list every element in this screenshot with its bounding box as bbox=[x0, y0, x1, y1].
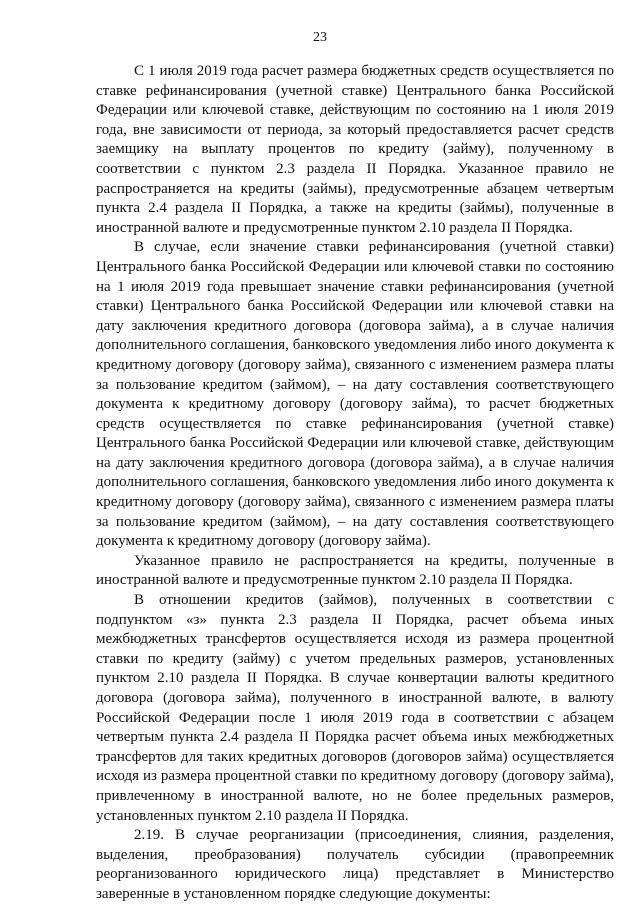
paragraph-rate-since-july-2019: С 1 июля 2019 года расчет размера бюджетных средств осуществляется по ставке рефинансирования (учетной ставке) Центрального банка Российской Федерации или ключевой ставке, действующим по состоянию на 1 июля 2019 года, вне зависимости от периода, за который предоставляется расчет средств заемщику на выплату процентов по кредиту (займу), полученному в соответствии с пунктом 2.3 раздела II Порядка. Указанное правило не распространяется на кредиты (займы), предусмотренные абзацем четвертым пункта 2.4 раздела II Порядка, а также на кредиты (займы), полученные в иностранной валюте и предусмотренные пунктом 2.10 раздела II Порядка. bbox=[96, 63, 614, 236]
paragraph-subpoint-z-credits: В отношении кредитов (займов), полученных в соответствии с подпунктом «з» пункта 2.3 раздела II Порядка, расчет объема иных межбюджетных трансфертов осуществляется исходя из размера процентной ставки по кредиту (займу) с учетом предельных размеров, установленных пунктом 2.10 раздела II Порядка. В случае конвертации валюты кредитного договора (договора займа), полученного в иностранной валюте, в валюту Российской Федерации после 1 июля 2019 года в соответствии с абзацем четвертым пункта 2.4 раздела II Порядка расчет объема иных межбюджетных трансфертов для таких кредитных договоров (договоров займа) осуществляется исходя из размера процентной ставки по кредитному договору (договору займа), привлеченному в иностранной валюте, но не более предельных размеров, установленных пунктом 2.10 раздела II Порядка. bbox=[96, 592, 614, 824]
page-number: 23 bbox=[313, 30, 327, 45]
paragraph-2-19-reorganization: 2.19. В случае реорганизации (присоединения, слияния, разделения, выделения, преобразования) получатель субсидии (правопреемник реорганизованного юридического лица) представляет в Министерство заверенные в установленном порядке следующие документы: bbox=[96, 827, 614, 902]
paragraph-foreign-currency-exception: Указанное правило не распространяется на кредиты, полученные в иностранной валюте и предусмотренные пунктом 2.10 раздела II Порядка. bbox=[96, 552, 614, 589]
document-body bbox=[96, 62, 614, 905]
paragraph-rate-exceeds-case: В случае, если значение ставки рефинансирования (учетной ставки) Центрального банка Российской Федерации или ключевой ставки по состоянию на 1 июля 2019 года превышает значение ставки рефинансирования (учетной ставки) Центрального банка Российской Федерации или ключевой ставки на дату заключения кредитного договора (договора займа), а в случае наличия дополнительного соглашения, банковского уведомления либо иного документа к кредитному договору (договору займа), связанного с изменением размера платы за пользование кредитом (займом), – на дату составления соответствующего документа к кредитному договору (договору займа), то расчет бюджетных средств осуществляется по ставке рефинансирования (учетной ставке) Центрального банка Российской Федерации или ключевой ставке, действующим на дату заключения кредитного договора (договора займа), а в случае наличия дополнительного соглашения, банковского уведомления либо иного документа к кредитному договору (договору займа), связанного с изменением размера платы за пользование кредитом (займом), – на дату составления соответствующего документа к кредитному договору (договору займа). bbox=[96, 239, 614, 550]
